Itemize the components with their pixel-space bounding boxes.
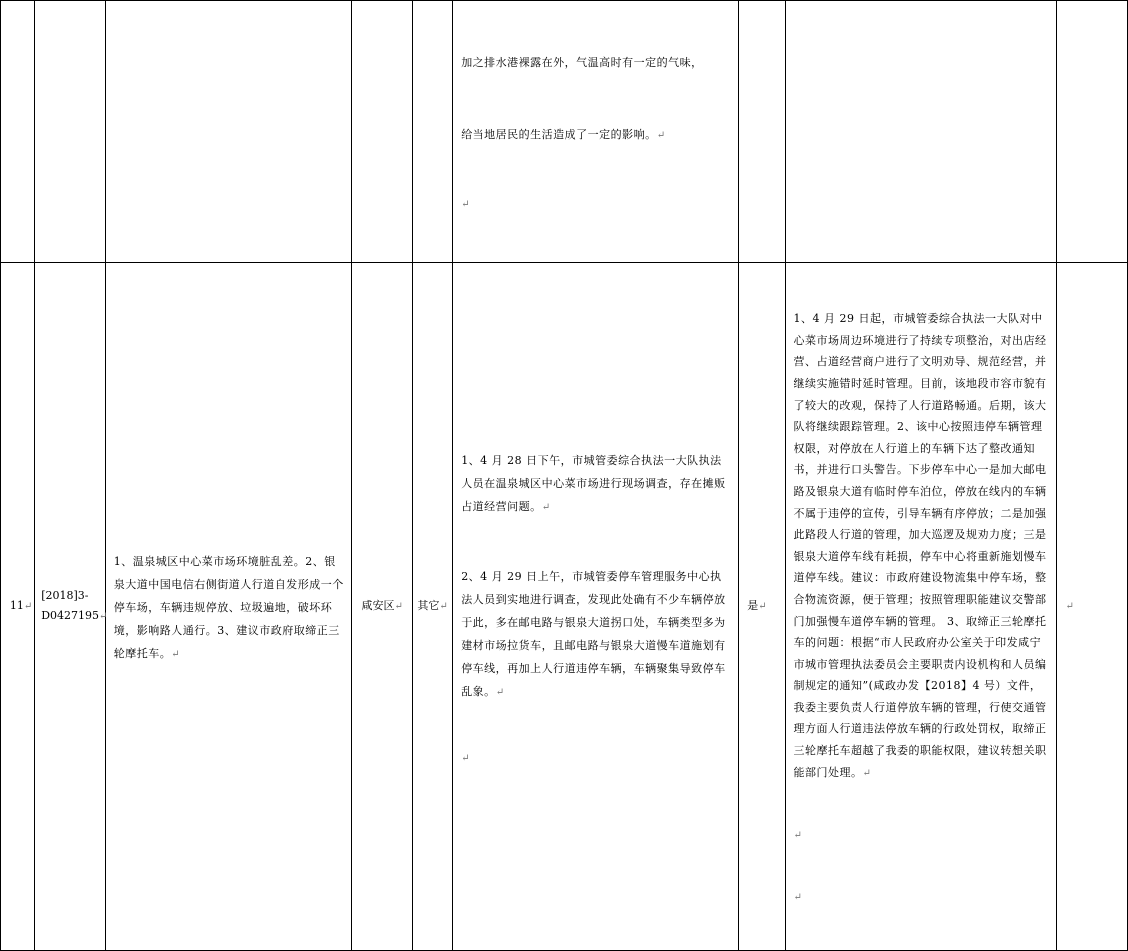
investigation-paragraph-2: 2、4 月 29 日上午，市城管委停车管理服务中心执法人员到实地进行调查，发现此处确有不少车辆停放于此，多在邮电路与银泉大道拐口处，车辆类型多为建材市场拉货车，且邮电路与银泉大道慢车道施划有停车线，再加上人行道违停车辆，车辆聚集导致停车乱象。 (461, 569, 726, 698)
cell-code-prev (35, 1, 106, 263)
category-text: 其它 (417, 598, 440, 612)
cell-code: [2018]3- D0427195↵ (35, 263, 106, 951)
cell-handling-prev (785, 1, 1057, 263)
cell-investigation: 1、4 月 28 日下午，市城管委综合执法一大队执法人员在温泉城区中心菜市场进行现场调查，存在摊贩占道经营问题。↵ 2、4 月 29 日上午，市城管委停车管理服务中心执法人员到实地进行调查，发现此处确有不少车辆停放于此，多在邮电路与银泉大道拐口处，车辆类型多为建材市场拉货车，且邮电路与银泉大道慢车道施划有停车线，再加上人行道违停车辆，车辆聚集导致停车乱象。↵ ↵ (453, 263, 739, 951)
table-row (1, 263, 1128, 951)
investigation-paragraph-1: 1、4 月 28 日下午，市城管委综合执法一大队执法人员在温泉城区中心菜市场进行现场调查，存在摊贩占道经营问题。 (461, 453, 726, 513)
cell-index-prev (1, 1, 35, 263)
cell-complaint: 1、温泉城区中心菜市场环境脏乱差。2、银泉大道中国电信右侧街道人行道自发形成一个停车场，车辆违规停放、垃圾遍地，破坏环境，影响路人通行。3、建议市政府取缔正三轮摩托车。↵ (105, 263, 352, 951)
paragraph-mark: ↵ (1065, 600, 1074, 612)
cell-district: 咸安区↵ (352, 263, 412, 951)
code-line-2: D0427195 (41, 608, 100, 622)
cell-extra-prev (1057, 1, 1128, 263)
paragraph-mark: ↵ (793, 891, 803, 903)
handling-text: 1、4 月 29 日起，市城管委综合执法一大队对中心菜市场周边环境进行了持续专项整治，对出店经营、占道经营商户进行了文明劝导、规范经营，并继续实施错时延时管理。目前，该地段市容市貌有了较大的改观，保持了人行道路畅通。后期，该大队将继续跟踪管理。2、该中心按照违停车辆管理权限，对停放在人行道上的车辆下达了整改通知书，并进行口头警告。下步停车中心一是加大邮电路及银泉大道有临时停车泊位，停放在线内的车辆不属于违停的宣传，引导车辆有序停放；二是加强此路段人行道的管理，加大巡逻及规劝力度；三是银泉大道停车线有耗损，停车中心将重新施划慢车道停车线。建议：市政府建设物流集中停车场，整合物流资源，便于管理；按照管理职能建议交警部门加强慢车道停车辆的管理。 3、取缔正三轮摩托车的问题：根据“市人民政府办公室关于印发咸宁市城市管理执法委员会主要职责内设机构和人员编制规定的通知”(咸政办发【2018】4 号）文件，我委主要负责人行道停放车辆的管理，行使交通管理方面人行道违法停放车辆的行政处罚权，取缔正三轮摩托车超越了我委的职能权限，建议转想关职能部门处理。 (793, 312, 1047, 779)
district-text: 咸安区 (361, 598, 395, 612)
cell-investigation-prev (453, 1, 739, 263)
cell-category: 其它↵ (412, 263, 452, 951)
cell-index: 11↵ (1, 263, 35, 951)
paragraph-mark: ↵ (656, 130, 666, 141)
verified-text: 是 (747, 598, 759, 612)
cell-extra (1057, 263, 1128, 951)
paragraph-mark: ↵ (461, 752, 471, 764)
text-line: 加之排水港裸露在外，气温高时有一定的气味， (461, 56, 703, 69)
cell-complaint-prev (105, 1, 352, 263)
complaint-text: 1、温泉城区中心菜市场环境脏乱差。2、银泉大道中国电信右侧街道人行道自发形成一个停车场，车辆违规停放、垃圾遍地，破坏环境，影响路人通行。3、建议市政府取缔正三轮摩托车。 (113, 555, 344, 661)
cell-category-prev (412, 1, 452, 263)
text-line: 给当地居民的生活造成了一定的影响。 (461, 128, 657, 141)
cell-verified: 是↵ (739, 263, 785, 951)
code-line-1: [2018]3- (41, 588, 89, 602)
paragraph-mark: ↵ (793, 830, 803, 842)
cell-handling: 1、4 月 29 日起，市城管委综合执法一大队对中心菜市场周边环境进行了持续专项整治，对出店经营、占道经营商户进行了文明劝导、规范经营，并继续实施错时延时管理。目前，该地段市容市貌有了较大的改观，保持了人行道路畅通。后期，该大队将继续跟踪管理。2、该中心按照违停车辆管理权限，对停放在人行道上的车辆下达了整改通知书，并进行口头警告。下步停车中心一是加大邮电路及银泉大道有临时停车泊位，停放在线内的车辆不属于违停的宣传，引导车辆有序停放；二是加强此路段人行道的管理，加大巡逻及规劝力度；三是银泉大道停车线有耗损，停车中心将重新施划慢车道停车线。建议：市政府建设物流集中停车场，整合物流资源，便于管理；按照管理职能建议交警部门加强慢车道停车辆的管理。 3、取缔正三轮摩托车的问题：根据“市人民政府办公室关于印发咸宁市城市管理执法委员会主要职责内设机构和人员编制规定的通知”(咸政办发【2018】4 号）文件，我委主要负责人行道停放车辆的管理，行使交通管理方面人行道违法停放车辆的行政处罚权，取缔正三轮摩托车超越了我委的职能权限，建议转想关职能部门处理。↵ ↵ ↵ (785, 263, 1057, 951)
row-index: 11 (9, 598, 24, 612)
paragraph-mark: ↵ (461, 199, 471, 210)
cell-verified-prev (739, 1, 785, 263)
cell-district-prev (352, 1, 412, 263)
table-row (1, 1, 1128, 263)
